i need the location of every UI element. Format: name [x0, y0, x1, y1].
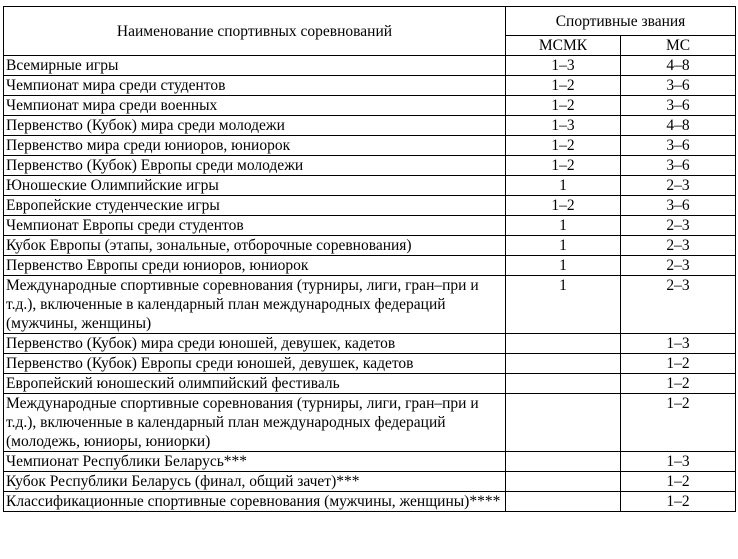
ms-cell: 1–2: [621, 472, 736, 492]
table-row: [4, 176, 736, 196]
competition-cell: Всемирные игры: [4, 56, 506, 76]
ms-cell: 3–6: [621, 196, 736, 216]
table-row: [4, 472, 736, 492]
ms-cell: 1–2: [621, 394, 736, 452]
msmk-cell: 1–2: [506, 76, 621, 96]
table-row: [4, 216, 736, 236]
competition-cell: Кубок Европы (этапы, зональные, отборочные соревнования): [4, 236, 506, 256]
ms-cell: 2–3: [621, 256, 736, 276]
header-titles-group: Спортивные звания: [506, 7, 736, 36]
table-row: [4, 394, 736, 452]
competition-cell: Европейские студенческие игры: [4, 196, 506, 216]
ms-cell: 3–6: [621, 76, 736, 96]
msmk-cell: 1: [506, 216, 621, 236]
table-row: [4, 96, 736, 116]
competition-cell: Первенство (Кубок) Европы среди юношей, девушек, кадетов: [4, 354, 506, 374]
table-row: [4, 236, 736, 256]
msmk-cell: [506, 394, 621, 452]
msmk-cell: [506, 374, 621, 394]
competition-cell: Чемпионат Европы среди студентов: [4, 216, 506, 236]
ms-cell: 4–8: [621, 56, 736, 76]
table-row: [4, 354, 736, 374]
ms-cell: 4–8: [621, 116, 736, 136]
ms-cell: 2–3: [621, 236, 736, 256]
header-competition: Наименование спортивных соревнований: [4, 7, 506, 56]
ms-cell: 1–3: [621, 452, 736, 472]
ms-cell: 2–3: [621, 216, 736, 236]
msmk-cell: 1–3: [506, 116, 621, 136]
table-body: [4, 56, 736, 512]
msmk-cell: [506, 492, 621, 512]
msmk-cell: 1: [506, 236, 621, 256]
ms-cell: 3–6: [621, 96, 736, 116]
ms-cell: 3–6: [621, 136, 736, 156]
ms-cell: 1–2: [621, 374, 736, 394]
ms-cell: 2–3: [621, 176, 736, 196]
ms-cell: 3–6: [621, 156, 736, 176]
sports-titles-table: [3, 6, 736, 512]
competition-cell: Первенство Европы среди юниоров, юниорок: [4, 256, 506, 276]
msmk-cell: 1: [506, 276, 621, 334]
header-msmk: МСМК: [506, 36, 621, 56]
competition-cell: Классификационные спортивные соревнования (мужчины, женщины)****: [4, 492, 506, 512]
msmk-cell: [506, 472, 621, 492]
table-row: [4, 256, 736, 276]
msmk-cell: 1–2: [506, 196, 621, 216]
competition-cell: Первенство (Кубок) мира среди юношей, девушек, кадетов: [4, 334, 506, 354]
msmk-cell: 1: [506, 176, 621, 196]
competition-cell: Международные спортивные соревнования (турниры, лиги, гран–при и т.д.), включенные в календарный план международных федераций (молодежь, юниоры, юниорки): [4, 394, 506, 452]
competition-cell: Чемпионат Республики Беларусь***: [4, 452, 506, 472]
table-row: [4, 196, 736, 216]
table-row: [4, 334, 736, 354]
table-row: [4, 374, 736, 394]
header-ms: МС: [621, 36, 736, 56]
competition-cell: Первенство (Кубок) Европы среди молодежи: [4, 156, 506, 176]
competition-cell: Международные спортивные соревнования (турниры, лиги, гран–при и т.д.), включенные в календарный план международных федераций (мужчины, женщины): [4, 276, 506, 334]
competition-cell: Юношеские Олимпийские игры: [4, 176, 506, 196]
msmk-cell: 1: [506, 256, 621, 276]
competition-cell: Первенство мира среди юниоров, юниорок: [4, 136, 506, 156]
ms-cell: 1–2: [621, 354, 736, 374]
competition-cell: Кубок Республики Беларусь (финал, общий зачет)***: [4, 472, 506, 492]
ms-cell: 2–3: [621, 276, 736, 334]
table-row: [4, 76, 736, 96]
ms-cell: 1–2: [621, 492, 736, 512]
ms-cell: 1–3: [621, 334, 736, 354]
msmk-cell: [506, 452, 621, 472]
table-row: [4, 136, 736, 156]
msmk-cell: 1–2: [506, 96, 621, 116]
competition-cell: Чемпионат мира среди студентов: [4, 76, 506, 96]
msmk-cell: 1–2: [506, 156, 621, 176]
msmk-cell: 1–2: [506, 136, 621, 156]
msmk-cell: [506, 334, 621, 354]
table-row: [4, 116, 736, 136]
msmk-cell: 1–3: [506, 56, 621, 76]
msmk-cell: [506, 354, 621, 374]
competition-cell: Первенство (Кубок) мира среди молодежи: [4, 116, 506, 136]
competition-cell: Европейский юношеский олимпийский фестиваль: [4, 374, 506, 394]
table-row: [4, 56, 736, 76]
table-row: [4, 492, 736, 512]
competition-cell: Чемпионат мира среди военных: [4, 96, 506, 116]
table-row: [4, 276, 736, 334]
header-row: [4, 7, 736, 36]
table-row: [4, 156, 736, 176]
table-row: [4, 452, 736, 472]
